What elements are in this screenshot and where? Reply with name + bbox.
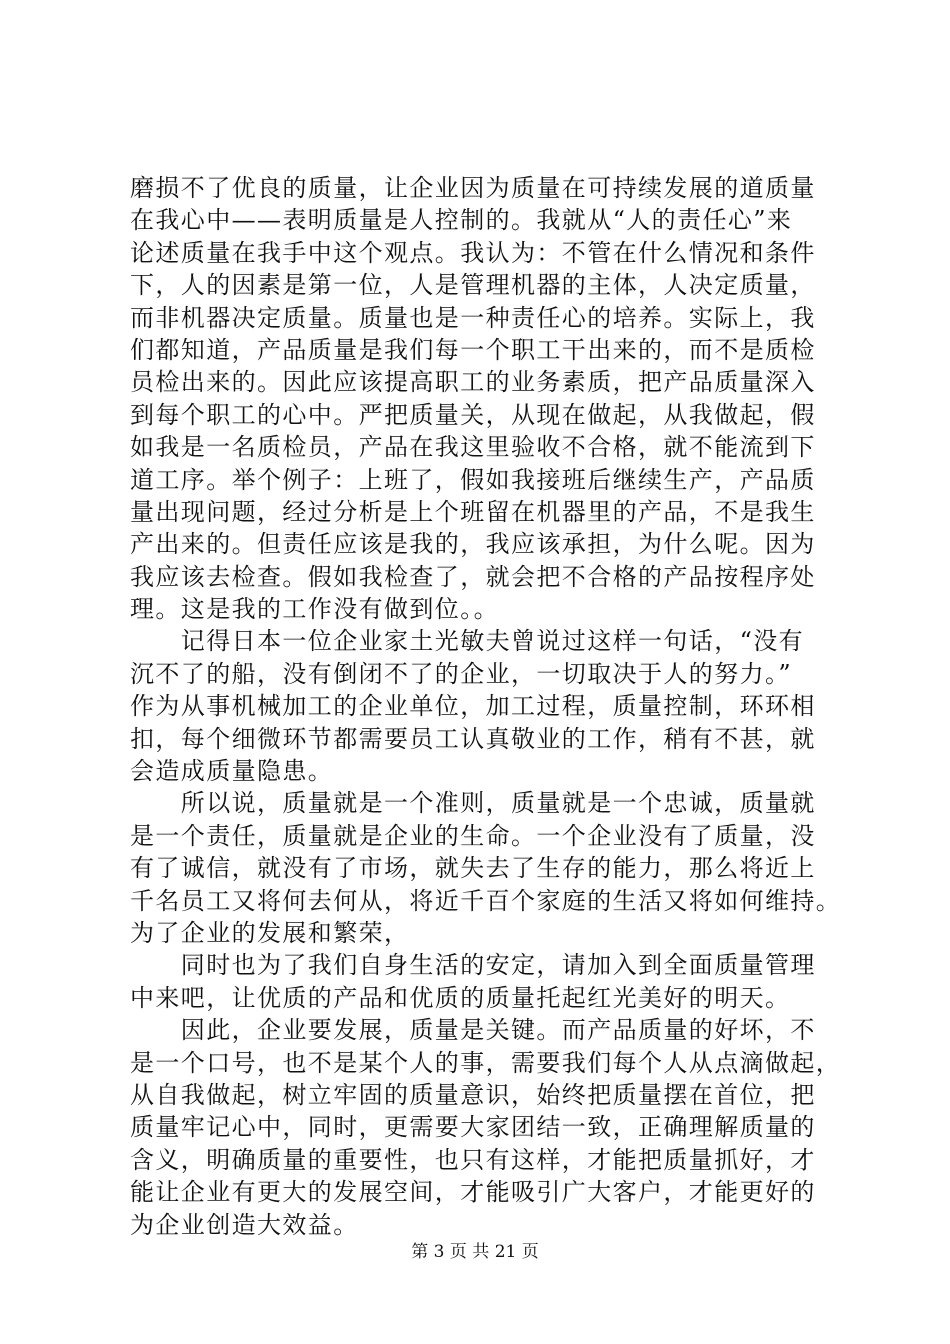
text-line: 扣，每个细微环节都需要员工认真敬业的工作，稍有不甚，就 [130, 724, 816, 753]
body-text [130, 172, 842, 1241]
text-line: 能让企业有更大的发展空间，才能吸引广大客户，才能更好的 [130, 1178, 816, 1207]
text-line: 产出来的。但责任应该是我的，我应该承担，为什么呢。因为 [130, 530, 816, 559]
text-line: 是一个口号，也不是某个人的事，需要我们每个人从点滴做起， [130, 1048, 842, 1077]
text-line: 员检出来的。因此应该提高职工的业务素质，把产品质量深入 [130, 368, 816, 397]
text-line: 记得日本一位企业家土光敏夫曾说过这样一句话，“没有 [130, 627, 805, 656]
text-line: 下，人的因素是第一位，人是管理机器的主体，人决定质量， [130, 271, 816, 300]
text-line: 质量牢记心中，同时，更需要大家团结一致，正确理解质量的 [130, 1113, 816, 1142]
text-line: 们都知道，产品质量是我们每一个职工干出来的，而不是质检 [130, 335, 816, 364]
text-line: 中来吧，让优质的产品和优质的质量托起红光美好的明天。 [130, 983, 791, 1012]
text-line: 千名员工又将何去何从，将近千百个家庭的生活又将如何维持。 [130, 886, 842, 915]
text-line: 而非机器决定质量。质量也是一种责任心的培养。实际上，我 [130, 303, 816, 332]
text-line: 含义，明确质量的重要性，也只有这样，才能把质量抓好，才 [130, 1145, 816, 1174]
text-line: 为了企业的发展和繁荣， [130, 918, 410, 947]
text-line: 如我是一名质检员，产品在我这里验收不合格，就不能流到下 [130, 433, 816, 462]
text-line: 因此，企业要发展，质量是关键。而产品质量的好坏，不 [130, 1016, 816, 1045]
text-line: 沉不了的船，没有倒闭不了的企业，一切取决于人的努力。” [130, 659, 793, 688]
text-line: 有了诚信，就没有了市场，就失去了生存的能力，那么将近上 [130, 854, 816, 883]
text-line: 磨损不了优良的质量，让企业因为质量在可持续发展的道质量 [130, 174, 816, 202]
text-line: 量出现问题，经过分析是上个班留在机器里的产品，不是我生 [130, 497, 816, 526]
text-line: 会造成质量隐患。 [130, 757, 334, 786]
text-line: 论述质量在我手中这个观点。我认为：不管在什么情况和条件 [130, 238, 816, 267]
text-line: 我应该去检查。假如我检查了，就会把不合格的产品按程序处 [130, 562, 816, 591]
text-line: 所以说，质量就是一个准则，质量就是一个忠诚，质量就 [130, 789, 816, 818]
page-number-footer: 第 3 页 共 21 页 [411, 1242, 539, 1262]
text-line: 在我心中——表明质量是人控制的。我就从“人的责任心”来 [130, 206, 793, 235]
text-line: 同时也为了我们自身生活的安定，请加入到全面质量管理 [130, 951, 816, 980]
text-line: 从自我做起，树立牢固的质量意识，始终把质量摆在首位，把 [130, 1080, 816, 1109]
text-line: 道工序。举个例子：上班了，假如我接班后继续生产，产品质 [130, 465, 816, 494]
text-line: 作为从事机械加工的企业单位，加工过程，质量控制，环环相 [130, 692, 816, 721]
text-line: 为企业创造大效益。 [130, 1210, 359, 1239]
text-line: 到每个职工的心中。严把质量关，从现在做起，从我做起，假 [130, 400, 816, 429]
text-line: 是一个责任，质量就是企业的生命。一个企业没有了质量，没 [130, 821, 816, 850]
text-line: 理。这是我的工作没有做到位。。 [130, 595, 499, 624]
